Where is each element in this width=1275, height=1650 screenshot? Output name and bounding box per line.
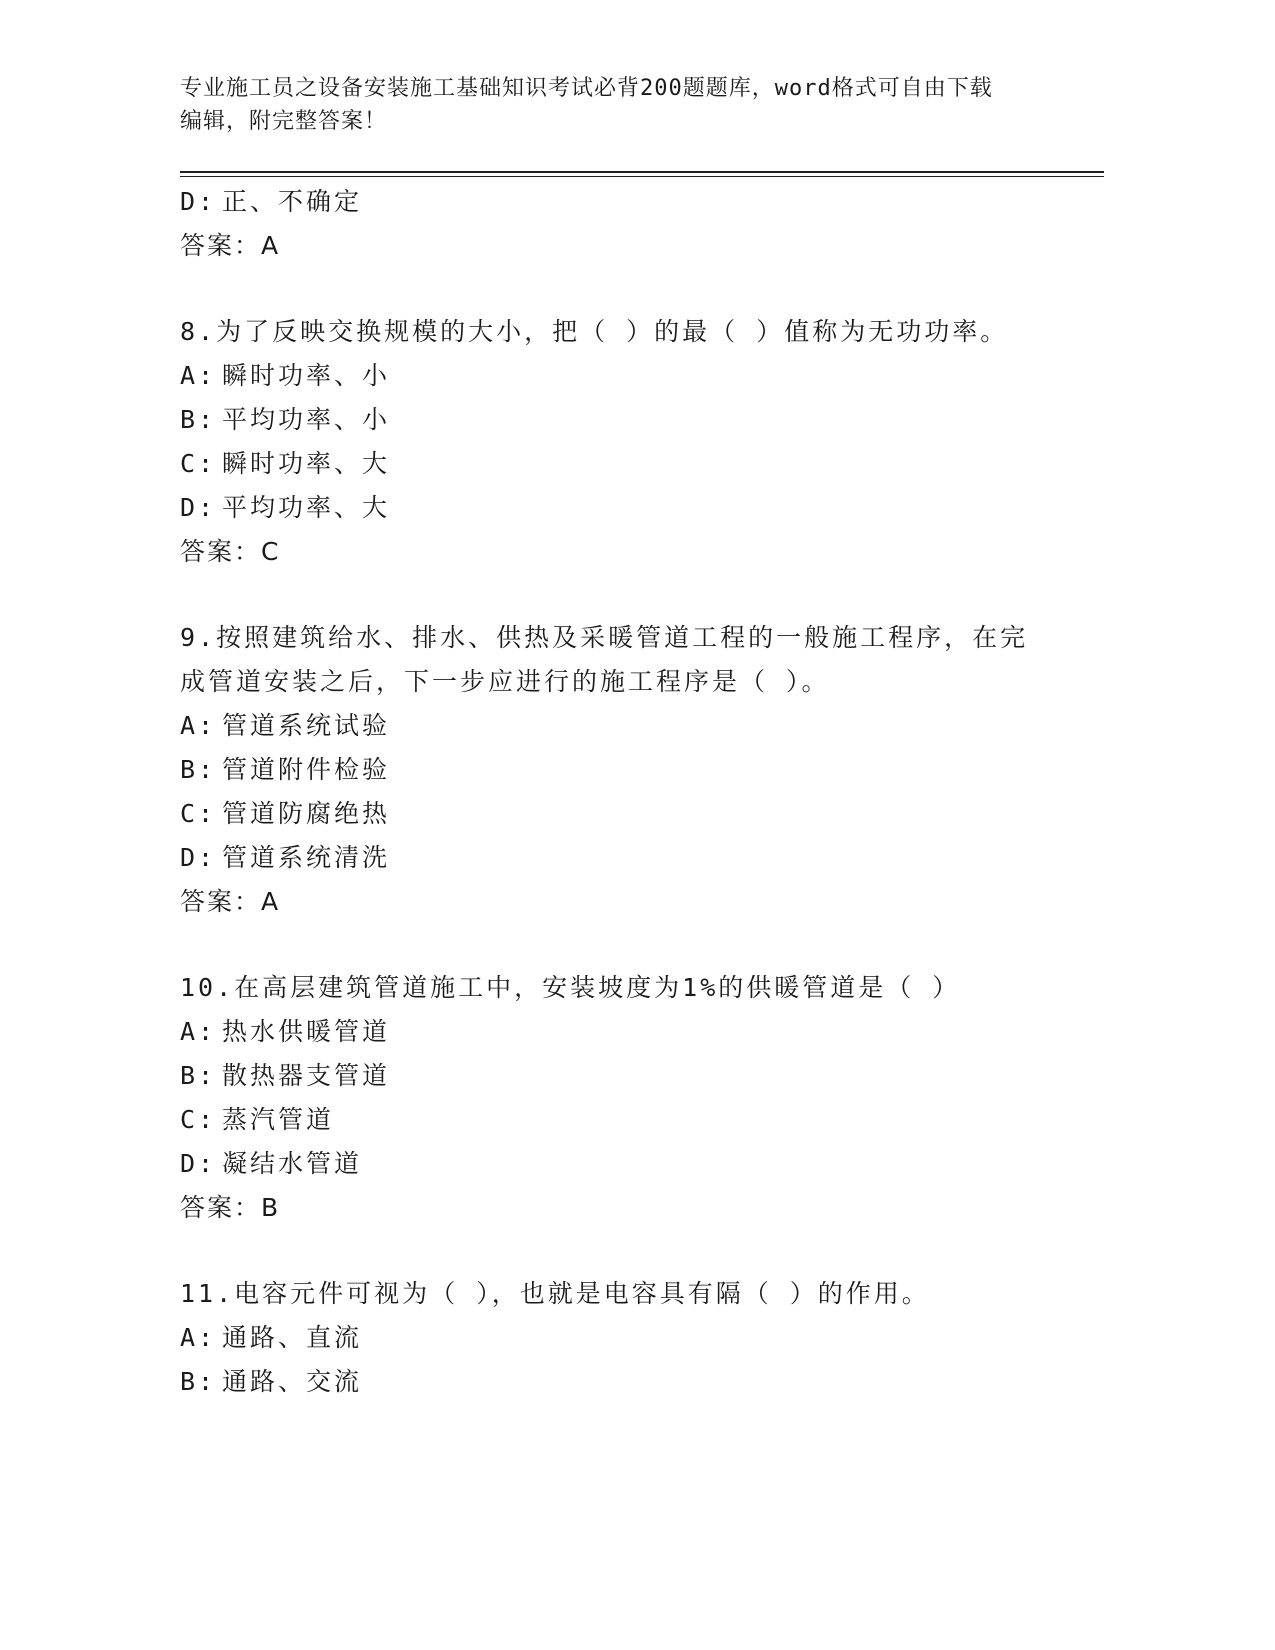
header-title-line-1: 专业施工员之设备安装施工基础知识考试必背200题题库，word格式可自由下载: [180, 76, 993, 101]
option-prefix: A:: [180, 361, 217, 390]
option-prefix: A:: [180, 1323, 217, 1352]
option-prefix: D:: [180, 187, 217, 216]
option-prefix: A:: [180, 711, 217, 740]
option-text: 热水供暖管道: [222, 1017, 391, 1046]
option-text: 通路、直流: [222, 1323, 363, 1352]
header-divider-thick: [180, 171, 1104, 173]
option-a: [180, 354, 1080, 398]
question-stem: 8.为了反映交换规模的大小，把（ ）的最（ ）值称为无功功率。: [180, 317, 1009, 346]
option-text: 平均功率、大: [222, 493, 391, 522]
option-b: [180, 1360, 1080, 1404]
option-c: [180, 1098, 1080, 1142]
option-text: 管道附件检验: [222, 755, 391, 784]
spacer: [180, 268, 1080, 310]
option-d: [180, 486, 1080, 530]
option-d: [180, 1142, 1080, 1186]
question-9: [180, 616, 1080, 924]
question-stem: 10.在高层建筑管道施工中，安装坡度为1%的供暖管道是（ ）: [180, 973, 961, 1002]
option-prefix: B:: [180, 1367, 217, 1396]
option-prefix: C:: [180, 449, 217, 478]
option-a: [180, 1010, 1080, 1054]
option-a: [180, 704, 1080, 748]
option-d: [180, 180, 1080, 224]
option-text: 通路、交流: [222, 1367, 363, 1396]
option-text: 散热器支管道: [222, 1061, 391, 1090]
option-b: [180, 748, 1080, 792]
header-divider-thin: [180, 176, 1104, 177]
option-a: [180, 1316, 1080, 1360]
question-stem-line-1: 9.按照建筑给水、排水、供热及采暖管道工程的一般施工程序，在完: [180, 623, 1029, 652]
option-text: 管道防腐绝热: [222, 799, 391, 828]
spacer: [180, 924, 1080, 966]
option-b: [180, 398, 1080, 442]
option-prefix: D:: [180, 1149, 217, 1178]
answer-line: 答案：C: [180, 537, 281, 566]
option-prefix: B:: [180, 405, 217, 434]
option-prefix: D:: [180, 493, 217, 522]
option-prefix: C:: [180, 1105, 217, 1134]
option-text: 平均功率、小: [222, 405, 391, 434]
option-text: 瞬时功率、大: [222, 449, 391, 478]
question-list: [180, 180, 1080, 1404]
option-prefix: A:: [180, 1017, 217, 1046]
option-text: 凝结水管道: [222, 1149, 363, 1178]
option-text: 瞬时功率、小: [222, 361, 391, 390]
question-stem-line-2: 成管道安装之后，下一步应进行的施工程序是（ ）。: [180, 667, 830, 696]
option-text: 正、不确定: [222, 187, 363, 216]
question-11: [180, 1272, 1080, 1404]
document-header: [180, 72, 1080, 138]
question-8: [180, 310, 1080, 574]
option-prefix: B:: [180, 755, 217, 784]
option-c: [180, 792, 1080, 836]
answer-line: 答案：A: [180, 231, 281, 260]
spacer: [180, 1230, 1080, 1272]
option-text: 蒸汽管道: [222, 1105, 335, 1134]
option-d: [180, 836, 1080, 880]
spacer: [180, 574, 1080, 616]
option-text: 管道系统试验: [222, 711, 391, 740]
option-b: [180, 1054, 1080, 1098]
option-prefix: C:: [180, 799, 217, 828]
header-title-line-2: 编辑，附完整答案！: [180, 109, 388, 134]
question-7-tail: [180, 180, 1080, 268]
option-text: 管道系统清洗: [222, 843, 391, 872]
option-c: [180, 442, 1080, 486]
option-prefix: B:: [180, 1061, 217, 1090]
answer-line: 答案：B: [180, 1193, 281, 1222]
answer-line: 答案：A: [180, 887, 281, 916]
option-prefix: D:: [180, 843, 217, 872]
question-stem: 11.电容元件可视为（ ），也就是电容具有隔（ ）的作用。: [180, 1279, 930, 1308]
question-10: [180, 966, 1080, 1230]
